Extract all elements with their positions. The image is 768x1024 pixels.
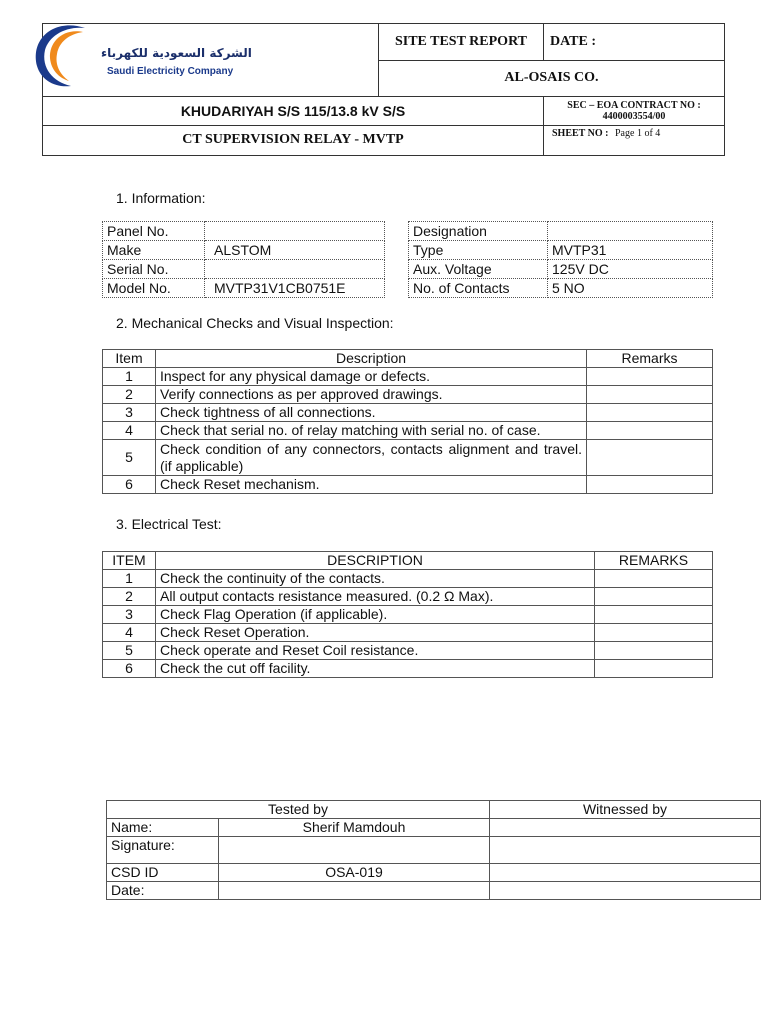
item-remarks (595, 588, 713, 606)
signature-row (107, 819, 761, 837)
table-row (103, 642, 713, 660)
item-remarks (587, 422, 713, 440)
item-number: 5 (103, 642, 156, 660)
table-row (103, 660, 713, 678)
item-remarks (595, 660, 713, 678)
item-description: Check condition of any connectors, contacts alignment and travel. (if applicable) (156, 440, 587, 476)
item-remarks (587, 404, 713, 422)
contractor-name: AL-OSAIS CO. (379, 60, 725, 97)
info-table-right (408, 221, 713, 298)
witnessed-by-value (490, 837, 761, 864)
info-value: MVTP31V1CB0751E (205, 279, 385, 298)
item-remarks (587, 440, 713, 476)
tested-by-value: Sherif Mamdouh (219, 819, 490, 837)
column-header-item: Item (103, 350, 156, 368)
info-row (409, 279, 713, 298)
item-number: 3 (103, 404, 156, 422)
item-remarks (595, 642, 713, 660)
sec-logo-icon (25, 18, 95, 88)
witnessed-by-header: Witnessed by (490, 801, 761, 819)
info-row (103, 279, 385, 298)
item-remarks (595, 624, 713, 642)
tested-by-value: OSA-019 (219, 864, 490, 882)
column-header-remarks: Remarks (587, 350, 713, 368)
column-header-description: Description (156, 350, 587, 368)
item-number: 2 (103, 386, 156, 404)
electrical-test-table (102, 551, 713, 678)
mechanical-checks-table (102, 349, 713, 494)
info-label: Model No. (103, 279, 205, 298)
table-row (103, 386, 713, 404)
info-label: Designation (409, 222, 548, 241)
item-number: 4 (103, 624, 156, 642)
info-value (205, 260, 385, 279)
witnessed-by-value (490, 864, 761, 882)
witnessed-by-value (490, 882, 761, 900)
item-description: Check tightness of all connections. (156, 404, 587, 422)
signature-label: Signature: (107, 837, 219, 864)
item-description: Check Reset mechanism. (156, 476, 587, 494)
column-header-description: DESCRIPTION (156, 552, 595, 570)
table-header-row (103, 350, 713, 368)
sheet-no-cell (544, 125, 725, 155)
column-header-remarks: REMARKS (595, 552, 713, 570)
item-remarks (595, 570, 713, 588)
report-type: SITE TEST REPORT (379, 24, 544, 61)
item-remarks (587, 368, 713, 386)
signature-row (107, 864, 761, 882)
item-description: Inspect for any physical damage or defects. (156, 368, 587, 386)
info-value: ALSTOM (205, 241, 385, 260)
tested-by-value (219, 882, 490, 900)
info-row (409, 222, 713, 241)
info-value: MVTP31 (548, 241, 713, 260)
item-description: Check Flag Operation (if applicable). (156, 606, 595, 624)
item-number: 2 (103, 588, 156, 606)
sheet-value: Page 1 of 4 (615, 127, 661, 139)
company-logo (43, 24, 379, 97)
info-label: Serial No. (103, 260, 205, 279)
tested-by-header: Tested by (107, 801, 490, 819)
column-header-item: ITEM (103, 552, 156, 570)
contract-no-cell (544, 97, 725, 125)
info-value (205, 222, 385, 241)
item-remarks (595, 606, 713, 624)
substation-name: KHUDARIYAH S/S 115/13.8 kV S/S (43, 97, 544, 125)
table-row (103, 368, 713, 386)
item-number: 6 (103, 476, 156, 494)
info-label: Type (409, 241, 548, 260)
item-number: 5 (103, 440, 156, 476)
info-label: No. of Contacts (409, 279, 548, 298)
section-information-title: 1. Information: (116, 190, 206, 206)
tested-by-value (219, 837, 490, 864)
logo-arabic-text: الشركة السعودية للكهرباء (101, 46, 252, 60)
table-header-row (103, 552, 713, 570)
table-row (103, 422, 713, 440)
report-header (42, 23, 725, 156)
item-remarks (587, 476, 713, 494)
info-row (103, 260, 385, 279)
info-value: 5 NO (548, 279, 713, 298)
item-remarks (587, 386, 713, 404)
item-description: All output contacts resistance measured. (0.2 Ω Max). (156, 588, 595, 606)
signature-label: Date: (107, 882, 219, 900)
item-description: Check the cut off facility. (156, 660, 595, 678)
equipment-name: CT SUPERVISION RELAY - MVTP (43, 125, 544, 155)
section-mechanical-title: 2. Mechanical Checks and Visual Inspection: (116, 315, 394, 331)
info-label: Make (103, 241, 205, 260)
info-row (409, 241, 713, 260)
item-number: 1 (103, 368, 156, 386)
item-description: Check the continuity of the contacts. (156, 570, 595, 588)
date-label: DATE : (544, 24, 725, 61)
info-label: Panel No. (103, 222, 205, 241)
sheet-label: SHEET NO : (552, 127, 609, 139)
info-row (103, 241, 385, 260)
info-table-left (102, 221, 385, 298)
item-description: Verify connections as per approved drawings. (156, 386, 587, 404)
table-row (103, 440, 713, 476)
signature-label: Name: (107, 819, 219, 837)
item-number: 1 (103, 570, 156, 588)
info-value (548, 222, 713, 241)
item-number: 6 (103, 660, 156, 678)
signature-row (107, 837, 761, 864)
contract-no: 4400003554/00 (602, 110, 666, 122)
signature-table (106, 800, 761, 900)
info-row (103, 222, 385, 241)
table-row (103, 476, 713, 494)
signature-row (107, 882, 761, 900)
signature-header-row (107, 801, 761, 819)
table-row (103, 624, 713, 642)
signature-label: CSD ID (107, 864, 219, 882)
table-row (103, 570, 713, 588)
contract-label: SEC – EOA CONTRACT NO : (567, 99, 701, 111)
item-description: Check Reset Operation. (156, 624, 595, 642)
info-row (409, 260, 713, 279)
witnessed-by-value (490, 819, 761, 837)
item-description: Check that serial no. of relay matching with serial no. of case. (156, 422, 587, 440)
info-value: 125V DC (548, 260, 713, 279)
logo-english-text: Saudi Electricity Company (107, 66, 234, 77)
item-number: 4 (103, 422, 156, 440)
item-number: 3 (103, 606, 156, 624)
section-electrical-title: 3. Electrical Test: (116, 516, 222, 532)
table-row (103, 404, 713, 422)
info-label: Aux. Voltage (409, 260, 548, 279)
item-description: Check operate and Reset Coil resistance. (156, 642, 595, 660)
table-row (103, 588, 713, 606)
table-row (103, 606, 713, 624)
